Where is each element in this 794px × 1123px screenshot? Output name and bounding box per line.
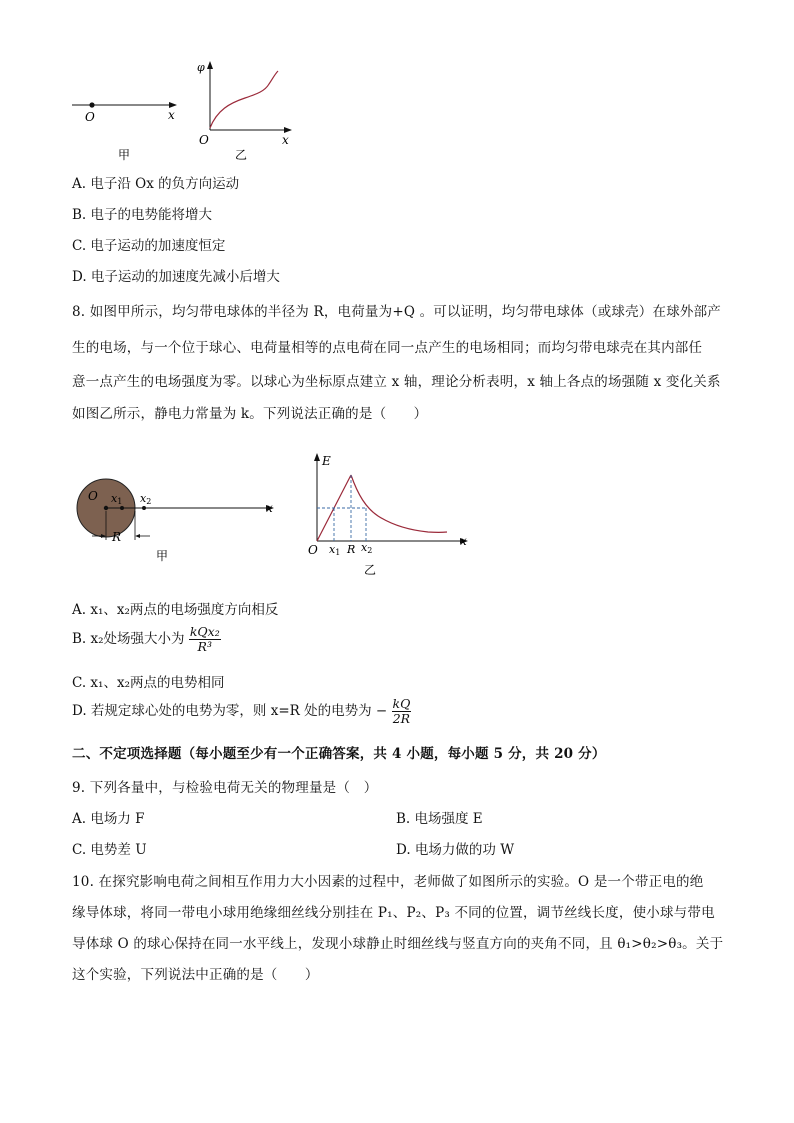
x-label: x [282, 133, 289, 147]
caption-yi: 乙 [364, 563, 377, 577]
center-label: O [88, 489, 98, 503]
q9-option-b: B. 电场强度 E [396, 811, 483, 827]
x1-label: x1 [329, 543, 341, 557]
fraction-numerator: kQ [392, 696, 411, 711]
q9-option-a: A. 电场力 F [72, 811, 145, 827]
caption-yi: 乙 [235, 148, 248, 162]
figure-7-yi [195, 58, 305, 168]
q8-line-4: 如图乙所示，静电力常量为 k。下列说法正确的是（ ） [72, 406, 428, 422]
x-label: x [266, 501, 273, 515]
q7-option-d: D. 电子运动的加速度先减小后增大 [72, 269, 280, 285]
q8-option-b-text: B. x₂处场强大小为 [72, 631, 185, 647]
fraction-denominator: 2R [392, 711, 411, 726]
fraction-denominator: R³ [197, 639, 212, 654]
radius-label: R [112, 530, 122, 544]
origin-point [89, 102, 94, 107]
center-point [104, 506, 108, 510]
q8-option-b-fraction [189, 625, 221, 654]
section-2-heading: 二、不定项选择题（每小题至少有一个正确答案，共 4 小题，每小题 5 分，共 20 分） [72, 746, 606, 762]
q9-stem: 9. 下列各量中，与检验电荷无关的物理量是（ ） [72, 780, 378, 796]
q10-line-2: 缘导体球，将同一带电小球用绝缘细丝线分别挂在 P₁、P₂、P₃ 不同的位置，调节丝线长度，使小球与带电 [72, 905, 715, 921]
R-label: R [347, 543, 356, 556]
q8-option-d-fraction [392, 697, 412, 726]
q8-line-2: 生的电场，与一个位于球心、电荷量相等的点电荷在同一点产生的电场相同；而均匀带电球壳在其内部任 [72, 340, 703, 356]
field-decay-curve [351, 475, 447, 532]
origin-label: O [85, 110, 95, 124]
origin-label: O [308, 543, 318, 557]
x1-label: x1 [111, 492, 123, 506]
caption-jia: 甲 [118, 148, 131, 162]
x2-label: x2 [140, 492, 152, 506]
q10-line-4: 这个实验，下列说法中正确的是（ ） [72, 967, 319, 983]
x2-label: x2 [361, 541, 373, 555]
q7-option-c: C. 电子运动的加速度恒定 [72, 238, 226, 254]
q8-option-b [72, 625, 221, 654]
x-label: x [460, 534, 467, 548]
caption-jia: 甲 [156, 549, 169, 563]
q8-option-a: A. x₁、x₂两点的电场强度方向相反 [72, 602, 279, 618]
origin-label: O [199, 133, 209, 147]
q9-option-c: C. 电势差 U [72, 842, 147, 858]
fraction-numerator: kQx₂ [189, 624, 220, 639]
figure-7-jia [68, 95, 188, 165]
E-label: E [322, 454, 331, 468]
phi-label: φ [197, 61, 205, 74]
q8-line-3: 意一点产生的电场强度为零。以球心为坐标原点建立 x 轴，理论分析表明，x 轴上各点的场强随 x 变化关系 [72, 374, 721, 390]
x-label: x [168, 108, 175, 122]
q10-line-3: 导体球 O 的球心保持在同一水平线上，发现小球静止时细丝线与竖直方向的夹角不同，且 θ₁>θ₂>θ₃。关于 [72, 936, 724, 952]
figure-8-yi [300, 450, 475, 580]
q8-option-d [72, 697, 411, 726]
q9-option-d: D. 电场力做的功 W [396, 842, 515, 858]
q8-line-1: 8. 如图甲所示，均匀带电球体的半径为 R，电荷量为+Q 。可以证明，均匀带电球体（或球壳）在球外部产 [72, 304, 721, 320]
q8-option-c: C. x₁、x₂两点的电势相同 [72, 675, 225, 691]
q7-option-b: B. 电子的电势能将增大 [72, 207, 213, 223]
q8-option-d-text: D. 若规定球心处的电势为零，则 x=R 处的电势为 − [72, 703, 388, 719]
q10-line-1: 10. 在探究影响电荷之间相互作用力大小因素的过程中，老师做了如图所示的实验。O 是一个带正电的绝 [72, 874, 704, 890]
x2-point [142, 506, 146, 510]
potential-curve [210, 71, 278, 128]
q7-option-a: A. 电子沿 Ox 的负方向运动 [72, 176, 240, 192]
x1-point [120, 506, 124, 510]
figure-8-jia [68, 478, 283, 568]
